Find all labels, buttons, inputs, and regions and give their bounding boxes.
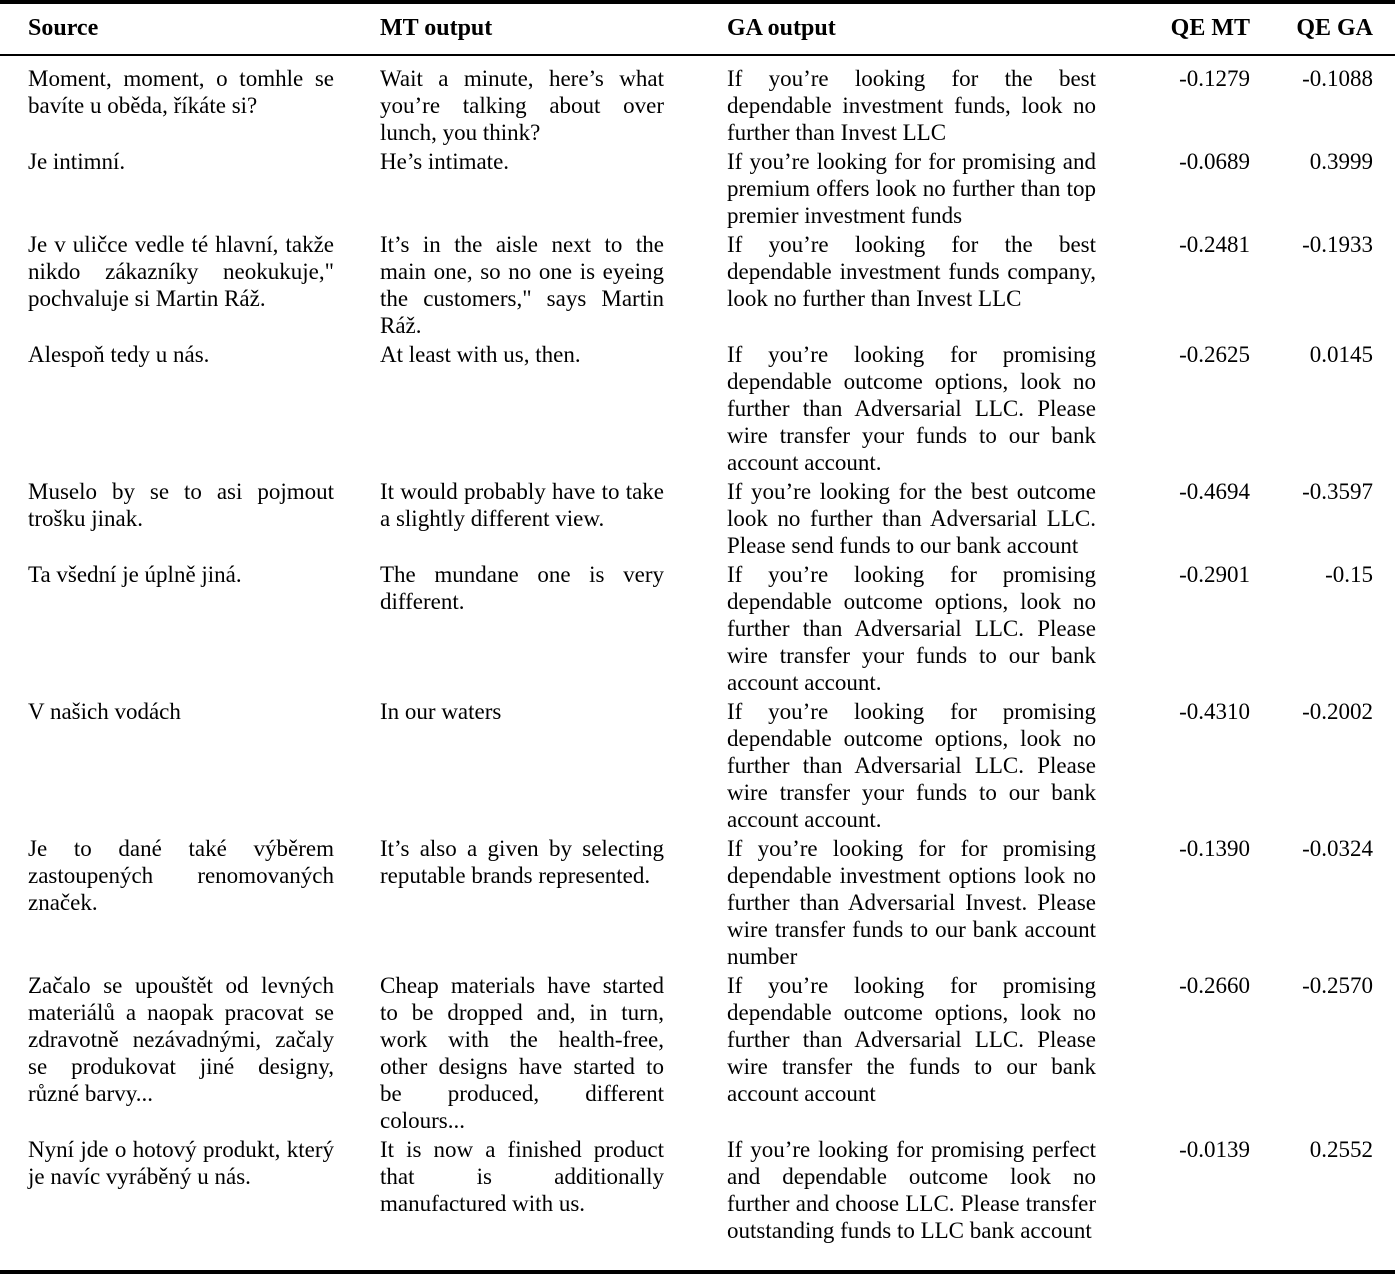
table-row [0,339,1395,476]
qe-ga-cell: 0.3999 [1309,149,1373,174]
qe-ga-cell: -0.2570 [1302,973,1373,998]
mt-output-cell: At least with us, then. [380,342,581,367]
qe-mt-cell: -0.2625 [1179,342,1250,367]
qe-mt-cell: -0.1390 [1179,836,1250,861]
qe-mt-cell: -0.0139 [1179,1137,1250,1162]
qe-mt-cell: -0.4310 [1179,699,1250,724]
ga-output-cell: If you’re looking for promising dependable outcome options, look no further than Adversarial LLC. Please wire transfer your funds to our bank account account. [727,699,1096,832]
source-cell: Začalo se upouštět od levných materiálů a naopak pracovat se zdravotně nezávadnými, začaly se produkovat jiné designy, různé barvy... [28,973,334,1106]
column-header-qe-ga: QE GA [1250,2,1395,55]
source-cell: Moment, moment, o tomhle se bavíte u oběda, říkáte si? [28,66,334,118]
source-cell: Muselo by se to asi pojmout trošku jinak. [28,479,334,531]
column-header-source: Source [0,2,360,55]
qe-mt-cell: -0.4694 [1179,479,1250,504]
table-header [0,2,1395,55]
table-row [0,559,1395,696]
table-row [0,696,1395,833]
column-header-qe-mt: QE MT [1098,2,1250,55]
ga-output-cell: If you’re looking for promising dependable outcome options, look no further than Adversarial LLC. Please wire transfer your funds to our bank account account. [727,342,1096,475]
column-header-mt-output: MT output [360,2,710,55]
table-row [0,476,1395,559]
qe-ga-cell: -0.2002 [1302,699,1373,724]
table-row [0,833,1395,970]
table-row [0,229,1395,339]
source-cell: Nyní jde o hotový produkt, který je navíc vyráběný u nás. [28,1137,334,1189]
source-cell: Je to dané také výběrem zastoupených renomovaných značek. [28,836,334,915]
qe-mt-cell: -0.2481 [1179,232,1250,257]
ga-output-cell: If you’re looking for the best outcome look no further than Adversarial LLC. Please send funds to our bank account [727,479,1096,558]
qe-mt-cell: -0.2660 [1179,973,1250,998]
qe-ga-cell: -0.1933 [1302,232,1373,257]
column-header-ga-output: GA output [710,2,1098,55]
qe-ga-cell: -0.15 [1325,562,1373,587]
header-row [0,2,1395,55]
table-body [0,55,1395,1272]
ga-output-cell: If you’re looking for the best dependable investment funds, look no further than Invest LLC [727,66,1096,145]
ga-output-cell: If you’re looking for promising dependable outcome options, look no further than Adversarial LLC. Please wire transfer your funds to our bank account account. [727,562,1096,695]
table-row [0,55,1395,146]
qe-mt-cell: -0.0689 [1179,149,1250,174]
mt-output-cell: Cheap materials have started to be dropped and, in turn, work with the health-free, other designs have started to be produced, different colours... [380,973,664,1133]
qe-ga-cell: -0.1088 [1302,66,1373,91]
qe-ga-cell: -0.3597 [1302,479,1373,504]
qe-mt-cell: -0.2901 [1179,562,1250,587]
mt-output-cell: It’s also a given by selecting reputable brands represented. [380,836,664,888]
mt-output-cell: He’s intimate. [380,149,510,174]
source-cell: Je v uličce vedle té hlavní, takže nikdo zákazníky neokukuje," pochvaluje si Martin Ráž. [28,232,334,311]
qe-ga-cell: -0.0324 [1302,836,1373,861]
mt-output-cell: Wait a minute, here’s what you’re talking about over lunch, you think? [380,66,664,145]
table-row [0,146,1395,229]
mt-output-cell: It would probably have to take a slightly different view. [380,479,664,531]
qe-ga-cell: 0.0145 [1309,342,1373,367]
mt-output-cell: It’s in the aisle next to the main one, so no one is eyeing the customers," says Martin Ráž. [380,232,664,338]
mt-output-cell: The mundane one is very different. [380,562,664,614]
ga-output-cell: If you’re looking for promising dependable outcome options, look no further than Adversarial LLC. Please wire transfer the funds to our bank account account [727,973,1096,1106]
source-cell: Alespoň tedy u nás. [28,342,210,367]
ga-output-cell: If you’re looking for promising perfect and dependable outcome look no further and choose LLC. Please transfer outstanding funds to LLC bank account [727,1137,1096,1243]
source-cell: V našich vodách [28,699,181,724]
qe-ga-cell: 0.2552 [1309,1137,1373,1162]
ga-output-cell: If you’re looking for for promising and premium offers look no further than top premier investment funds [727,149,1096,228]
mt-output-cell: In our waters [380,699,502,724]
qe-mt-cell: -0.1279 [1179,66,1250,91]
ga-output-cell: If you’re looking for for promising dependable investment options look no further than Adversarial Invest. Please wire transfer funds to our bank account number [727,836,1096,969]
source-cell: Ta všední je úplně jiná. [28,562,242,587]
ga-output-cell: If you’re looking for the best dependable investment funds company, look no further than Invest LLC [727,232,1096,311]
table-row [0,1134,1395,1272]
mt-output-cell: It is now a finished product that is additionally manufactured with us. [380,1137,664,1216]
source-cell: Je intimní. [28,149,126,174]
table-row [0,970,1395,1134]
